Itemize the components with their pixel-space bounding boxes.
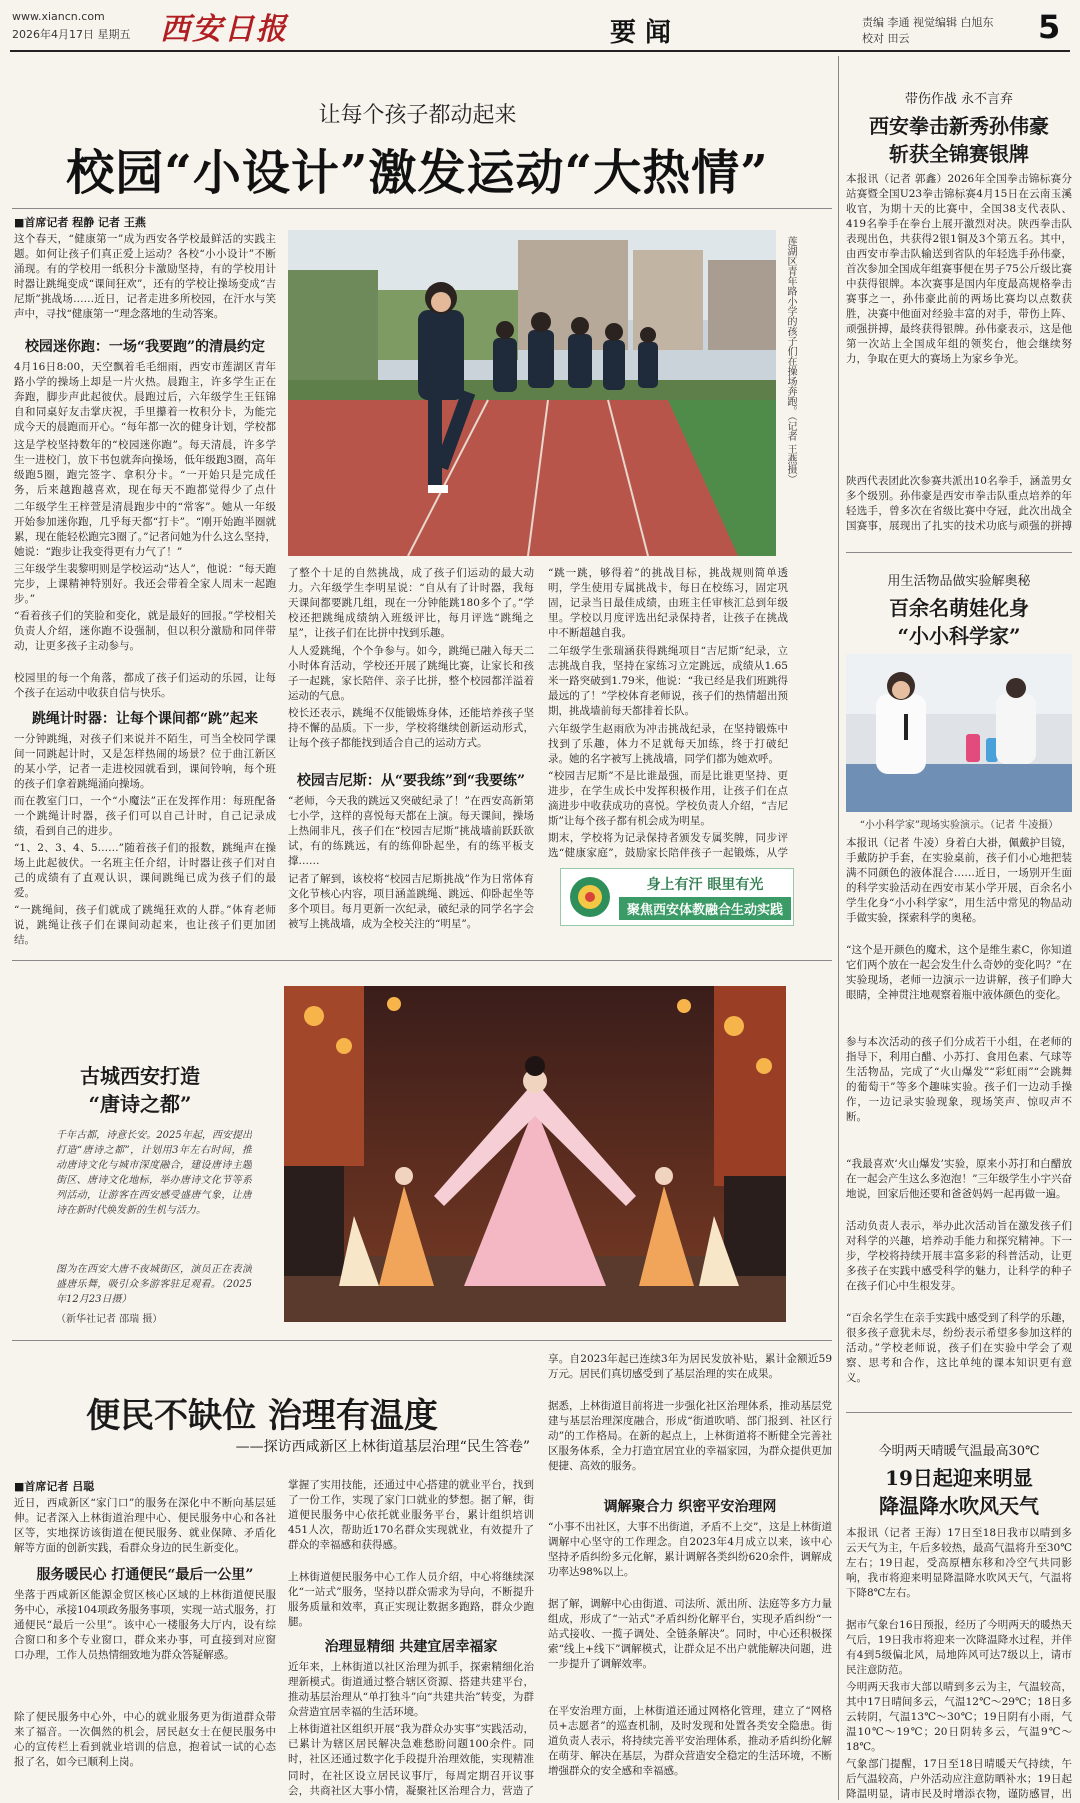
- lead-col2-para-d: “老师，今天我的跳远又突破纪录了！”在西安高新第七小学，这样的喜悦每天都在上演。每天课间，操场上热闹非凡，孩子们在“校园吉尼斯”挑战墙前跃跃欲试，有的练跳远，有的练仰卧起坐，有的练平板支撑……: [288, 795, 534, 867]
- civic-subhead-3: 调解聚合力 织密平安治理网: [603, 1499, 777, 1515]
- weather-title-line-1: 19日起迎来明显: [885, 1466, 1033, 1490]
- newspaper-logo: [160, 4, 288, 48]
- masthead-rule: [10, 50, 1070, 52]
- boxing-body: 本报讯（记者 郭鑫）2026年全国拳击锦标赛分站赛暨全国U23拳击锦标赛4月15日在云南玉溪收官，为期十天的比赛中，全国38支代表队、419名拳手在拳台上展开激烈对决。陕西拳击队表现出色，共获得2银1铜及3个第五名。其中，由西安市拳击队输送到省队的年轻选手孙伟豪，首次参加全国成年组赛事便在男子75公斤级比赛中获得银牌。本次赛事是国内年度最高规格拳击赛事之一，孙伟豪此前的两场比赛均以点数获胜，决赛中他面对经验丰富的对手，带伤上阵、顽强拼搏，最终获得银牌。孙伟豪表示，这是他第一次站上全国成年组的领奖台，他会继续努力，争取在更大的赛场上为家乡争光。: [846, 173, 1072, 365]
- civic-col2-para-c: 近年来，上林街道以社区治理为抓手，探索精细化治理新模式。街道通过整合辖区资源、搭建共建平台，推动基层治理从“单打独斗”向“共建共治”转变，为群众营造宜居幸福的生活环境。: [288, 1661, 534, 1718]
- science-photo: [846, 654, 1072, 812]
- weather-body-4: 气象部门提醒，17日至18日晴暖天气持续，午后气温较高，户外活动应注意防晒补水；19日起降温明显，请市民及时增添衣物，谨防感冒，出: [846, 1758, 1072, 1800]
- lead-col3-para-a: “跳一跳，够得着”的挑战目标，挑战规则简单透明，学生使用专属挑战卡，每日在校练习，固定巩固，记录当日最佳成绩，由班主任审核汇总到年级里。学校以月度评选出纪录保持者，让孩子在挑战中不断超越自我。: [548, 567, 788, 639]
- lead-para-6: 校园里的每一个角落，都成了孩子们运动的乐园，让每个孩子在运动中收获自信与快乐。: [14, 672, 276, 699]
- civic-col2-para-d: 上林街道社区组织开展“我为群众办实事”实践活动，已累计为辖区居民解决急难愁盼问题100余件。同时，社区还通过数字化手段提升治理效能，实现精准: [288, 1723, 534, 1765]
- lead-photo-caption: 莲湖区青年路小学的孩子们在操场奔跑。（记者 王燕摄）: [785, 236, 796, 485]
- tang-top-rule: [12, 960, 832, 961]
- boxing-title-line-2: 斩获全锦赛银牌: [889, 142, 1029, 166]
- science-experiment-illustration: [846, 654, 1072, 812]
- lead-para-7: 一分钟跳绳，对孩子们来说并不陌生，可当全校同学课间一同跳起计时，又是怎样热闹的场景？位于曲江新区的某小学，记者一走进校园就看到，课间铃响，每个班的孩子们拿着跳绳涌向操场。: [14, 733, 276, 790]
- weather-kicker: 今明两天晴暖气温最高30℃: [878, 1444, 1040, 1459]
- science-title-line-2: “小小科学家”: [897, 624, 1021, 648]
- lead-kicker: 让每个孩子都动起来: [318, 103, 517, 128]
- lead-col3-para-b: 二年级学生张瑞涵获得跳绳项目“吉尼斯”纪录，立志挑战自我，坚持在家练习立定跳远，成绩从1.65米一路突破到1.79米，他说：“我已经是我们班跳得最远的了！”学校体育老师说，孩子们的热情超出预期，挑战墙前每天都排着长队。: [548, 645, 788, 717]
- boxing-divider: [846, 552, 1072, 553]
- page-number: 5: [1038, 8, 1061, 46]
- editors-line-2: 校对 田云: [862, 32, 910, 45]
- lead-para-5: “看着孩子们的笑脸和变化，就是最好的回报。”学校相关负责人介绍，迷你跑不设强制，但以积分激励和同伴带动，让更多孩子主动参与。: [14, 610, 276, 652]
- tang-bottom-rule: [12, 1340, 832, 1341]
- lead-para-1: 4月16日8:00，天空飘着毛毛细雨，西安市莲湖区青年路小学的操场上却是一片火热。晨跑主，许多学生正在奔跑，脚步声此起彼伏。晨跑过后，六年级学生王钰锦自和同桌好友击掌庆祝，手里攥着一枚积分卡，为能完成今天的晨跑而开心。“每年都一次的健身计划，学校都: [14, 361, 276, 433]
- lead-col3-para-d: “校园吉尼斯”不是比谁最强，而是比谁更坚持、更进步，在学生成长中发挥积极作用，让孩子们在点滴进步中收获成功的喜悦。学校负责人介绍，“吉尼斯”让每个孩子都有机会成为明星。: [548, 770, 788, 827]
- lead-subhead-3: 校园吉尼斯：从“要我练”到“我要练”: [296, 773, 526, 789]
- science-body-2: “这个是开颜色的魔术，这个是维生素C，你知道它们两个放在一起会发生什么奇妙的变化吗？”在实验现场，老师一边演示一边讲解，孩子们睁大眼睛，全神贯注地观察着瓶中液体颜色的变化。: [846, 944, 1072, 1001]
- science-body-5: 活动负责人表示，举办此次活动旨在激发孩子们对科学的兴趣，培养动手能力和探究精神。下一步，学校将持续开展丰富多彩的科普活动，让更多孩子在实践中感受科学的魅力，让科学的种子在孩子们心中生根发芽。: [846, 1220, 1072, 1292]
- editors-line-1: 责编 李通 视觉编辑 白旭东: [862, 16, 994, 29]
- civic-subhead-2: 治理显精细 共建宜居幸福家: [324, 1639, 498, 1655]
- lead-para-4: 三年级学生裴黎明则是学校运动“达人”，他说：“每天跑完步，上课精神特别好。我还会带着全家人周末一起跑步。”: [14, 563, 276, 605]
- boxing-kicker: 带伤作战 永不言弃: [904, 92, 1014, 107]
- lead-photo-running-students: [288, 230, 776, 556]
- lead-para-3: 二年级学生王梓萱是清晨跑步中的“常客”。她从一年级开始参加迷你跑，几乎每天都“打卡”。“刚开始跑半圈就累，现在能轻松跑完3圈了。”记者问她为什么这么坚持，她说：“跑步让我变得更有力气了！”: [14, 501, 276, 558]
- lead-title-rule: [12, 208, 832, 209]
- science-body-6: “百余名学生在亲手实践中感受到了科学的乐趣，很多孩子意犹未尽，纷纷表示希望多参加这样的活动。”学校老师说，孩子们在实验中学会了观察、思考和合作，这比单纯的课本知识更有意义。: [846, 1312, 1072, 1384]
- science-body: 本报讯（记者 牛凌）身着白大褂，佩戴护目镜，手戴防护手套，在实验桌前，孩子们小心地把装满不同颜色的液体混合……近日，一场别开生面的科学实验活动在西安市某小学开展，百余名小学生化身“小小科学家”，用生活中常见的物品动手做实验，探索科学的奥秘。: [846, 837, 1072, 924]
- lead-para-9: “1、2、3、4、5……”随着孩子们的报数，跳绳声在操场上此起彼伏。一名班主任介绍，计时器让孩子们对自己的成绩有了直观认识，课间跳绳已成为孩子们的最爱。: [14, 842, 276, 899]
- weather-body-2: 据市气象台16日预报，经历了今明两天的暖热天气后，19日我市将迎来一次降温降水过程，并伴有4到5级偏北风，局地阵风可达7级以上，请市民注意防范。: [846, 1619, 1072, 1676]
- lead-col3-para-c: 六年级学生赵雨欣为冲击挑战纪录，在坚持锻炼中找到了乐趣，体力不足就每天加练，终于打破纪录。她的名字被写上挑战墙，同学们都为她欢呼。: [548, 723, 788, 765]
- banner-bottom-text: 聚焦西安体教融合生动实践: [619, 897, 791, 920]
- tang-photo-performance: [284, 986, 786, 1322]
- lead-col2-para-e: 记者了解到，该校将“校园吉尼斯挑战”作为日常体育文化节核心内容，项目涵盖跳绳、跳远、仰卧起坐等多个项目。每月更新一次纪录，破纪录的同学名字会被写上挑战墙，成为全校关注的“明星”。: [288, 873, 534, 930]
- science-title-line-1: 百余名萌娃化身: [889, 596, 1029, 620]
- science-kicker: 用生活物品做实验解奥秘: [887, 574, 1031, 589]
- lead-col2-para-b: 人人爱跳绳，个个争参与。如今，跳绳已融入每天二小时体育活动，学校还开展了跳绳比赛，让家长和孩子一起跳，家长陪伴、亲子比拼，整个校园都洋溢着运动的气息。: [288, 645, 534, 702]
- civic-col3-para-b: 据悉，上林街道目前将进一步强化社区治理体系，推动基层党建与基层治理深度融合，形成“街道吹哨、部门报到、社区行动”的工作格局。在新的起点上，上林街道将不断健全完善社区服务体系，全力打造宜居宜业的幸福家园，为群众提供更加便捷、高效的服务。: [548, 1400, 832, 1472]
- lead-col2-para-c: 校长还表示，跳绳不仅能锻炼身体，还能培养孩子坚持不懈的品质。下一步，学校将继续创新运动形式，让每个孩子都能找到适合自己的运动方式。: [288, 707, 534, 749]
- section-name: 要 闻: [610, 18, 672, 48]
- right-column-divider: [838, 56, 839, 1800]
- civic-para-1: 坐落于西咸新区能源金贸区核心区域的上林街道便民服务中心，承接104项政务服务事项，实现一站式服务，打通便民“最后一公里”。该中心一楼服务大厅内，设有综合窗口和多个专业窗口，群众来办事，可直接到对应窗口办理，工作人员热情细致地为群众答疑解惑。: [14, 1589, 276, 1661]
- lead-subhead-1: 校园迷你跑：一场“我要跑”的清晨约定: [24, 339, 266, 355]
- lead-byline: ■首席记者 程静 记者 王燕: [14, 216, 146, 229]
- lead-col3-para-e: 期末，学校将为记录保持者颁发专属奖牌，同步评选“健康家庭”，鼓励家长陪伴孩子一起锻炼，从学: [548, 832, 788, 859]
- logo-text: 西安日报: [160, 12, 288, 47]
- civic-col2-para-e: 同时，在社区设立居民议事厅，每周定期召开议事会，共商社区大事小情，凝聚社区治理合力，营造了: [288, 1770, 534, 1797]
- tang-title-line-1: 古城西安打造: [80, 1064, 200, 1088]
- banner-top-text: 身上有汗 眼里有光: [646, 877, 764, 893]
- lead-para-10: “一跳绳间，孩子们就成了跳绳狂欢的人群。”体育老师说，跳绳让孩子们在课间动起来，也让孩子们更加团结。: [14, 904, 276, 946]
- lead-subhead-2: 跳绳计时器：让每个课间都“跳”起来: [31, 711, 259, 727]
- civic-title: 便民不缺位 治理有温度: [86, 1396, 438, 1436]
- civic-byline: ■首席记者 吕聪: [14, 1480, 95, 1493]
- civic-para-2: 除了便民服务中心外，中心的就业服务更为街道群众带来了福音。一次偶然的机会，居民赵女士在便民服务中心的宣传栏上看到就业培训的信息，抱着试一试的心态报了名，如今已顺利上岗。: [14, 1711, 276, 1768]
- civic-subtitle: ——探访西咸新区上林街道基层治理“民生答卷”: [235, 1439, 530, 1455]
- sports-ball-icon: [565, 872, 615, 922]
- tang-title-line-2: “唐诗之都”: [88, 1092, 192, 1116]
- lead-intro: 这个春天，“健康第一”成为西安各学校最鲜活的实践主题。如何让孩子们真正爱上运动？各校“小小设计”不断涌现。有的学校用一纸积分卡激励坚持，有的学校用计时器让跳绳变成“课间狂欢”，还有的学校让操场变成“吉尼斯”挑战场……近日，记者走进多所校园，在汗水与笑声中，寻找“健康第一”理念落地的生动答案。: [14, 233, 276, 320]
- lead-para-2: 这是学校坚持数年的“校园迷你跑”。每天清晨，许多学生一进校门，放下书包就奔向操场，低年级跑3圈，高年级跑5圈，跑完签字、拿积分卡。“一开始只是完成任务，后来越跑越喜欢，现在每天不跑都觉得少了点什: [14, 439, 276, 496]
- civic-col3-para-c: “小事不出社区，大事不出街道，矛盾不上交”，这是上林街道调解中心坚守的工作理念。自2023年4月成立以来，该中心坚持矛盾纠纷多元化解，累计调解各类纠纷620余件，调解成功率达98%以上。: [548, 1521, 832, 1578]
- running-students-illustration: [288, 230, 776, 556]
- science-divider: [846, 1412, 1072, 1413]
- civic-intro: 近日，西咸新区“家门口”的服务在深化中不断向基层延伸。记者深入上林街道治理中心、便民服务中心和各社区等，实地探访该街道在便民服务、就业保障、矛盾化解等方面的创新实践，看群众身边的民生新变化。: [14, 1497, 276, 1554]
- science-body-3: 参与本次活动的孩子们分成若干小组，在老师的指导下，利用白醋、小苏打、食用色素、气球等生活物品，完成了“火山爆发”“彩虹雨”“会跳舞的葡萄干”等多个趣味实验。孩子们一边动手操作，一边记录实验现象，现场笑声、惊叹声不断。: [846, 1036, 1072, 1123]
- civic-col2-para-b: 上林街道便民服务中心工作人员介绍，中心将继续深化“一站式”服务，坚持以群众需求为导向，不断提升服务质量和效率，真正实现让数据多跑路，群众少跑腿。: [288, 1571, 534, 1628]
- tang-body: 千年古都，诗意长安。2025年起，西安提出打造“唐诗之都”，计划用3年左右时间，推动唐诗文化与城市深度融合，建设唐诗主题街区、唐诗文化地标，举办唐诗文化节等系列活动，让游客在西安感受盛唐气象，让唐诗在新时代焕发新的生机与活力。: [56, 1130, 252, 1216]
- tang-body-2: 图为在西安大唐不夜城街区，演员正在表演盛唐乐舞，吸引众多游客驻足观看。（2025年12月23日摄）: [56, 1264, 252, 1305]
- civic-col3-para-d: 据了解，调解中心由街道、司法所、派出所、法庭等多方力量组成，形成了“一站式”矛盾纠纷化解平台，实现矛盾纠纷“一站式接收、一揽子调处、全链条解决”。同时，中心还积极探索“线上+线下”调解模式，让群众足不出户就能解决问题，进一步提升了调解效率。: [548, 1598, 832, 1670]
- science-photo-caption: “小小科学家”现场实验演示。（记者 牛凌摄）: [859, 820, 1059, 831]
- boxing-title-line-1: 西安拳击新秀孙伟豪: [869, 114, 1049, 138]
- boxing-body-2: 陕西代表团此次参赛共派出10名拳手，涵盖男女多个级别。孙伟豪是西安市拳击队重点培养的年轻选手，曾多次在省级比赛中夺冠，此次出战全国赛事，展现出了扎实的技术功底与顽强的拼搏: [846, 475, 1072, 532]
- weather-title-line-2: 降温降水吹风天气: [879, 1494, 1039, 1518]
- civic-col3-para-a: 享。自2023年起已连续3年为居民发放补贴，累计金额近59万元。居民们真切感受到了基层治理的实在成果。: [548, 1353, 832, 1380]
- civic-col2-para-a: 掌握了实用技能，还通过中心搭建的就业平台，找到了一份工作，实现了家门口就业的梦想。据了解，街道便民服务中心依托就业服务平台，累计组织培训451人次，帮助近170名群众实现就业，有效提升了群众的幸福感和获得感。: [288, 1479, 534, 1551]
- issue-date: 2026年4月17日 星期五: [12, 28, 131, 41]
- weather-body-3: 今明两天我市大部以晴到多云为主，气温较高，其中17日晴间多云，气温12℃～29℃；18日多云转阴，气温13℃～30℃；19日阴有小雨，气温10℃～19℃；20日阴转多云，气温9℃～18℃。: [846, 1681, 1072, 1753]
- lead-title: 校园“小设计”激发运动“大热情”: [66, 145, 769, 201]
- civic-col3-para-e: 在平安治理方面，上林街道还通过网格化管理，建立了“网格员+志愿者”的巡查机制，及时发现和处置各类安全隐患。街道负责人表示，将持续完善平安治理体系，推动矛盾纠纷化解在萌芽、解决在基层，为群众营造安全稳定的生活环境，不断增强群众的安全感和幸福感。: [548, 1705, 832, 1777]
- sports-education-banner: [560, 868, 794, 926]
- website-url: www.xiancn.com: [12, 10, 105, 23]
- tang-photo-credit: （新华社记者 邵瑞 摄）: [56, 1314, 163, 1325]
- civic-subhead-1: 服务暖民心 打通便民“最后一公里”: [36, 1567, 254, 1583]
- tang-dance-illustration: [284, 986, 786, 1322]
- weather-body: 本报讯（记者 王海）17日至18日我市以晴到多云天气为主，午后多较热，最高气温将升至30℃左右；19日起，受高原槽东移和冷空气共同影响，我市将迎来明显降温降水吹风天气，气温将下降8℃左右。: [846, 1527, 1072, 1599]
- science-body-4: “我最喜欢‘火山爆发’实验，原来小苏打和白醋放在一起会产生这么多泡泡！”三年级学生小宇兴奋地说，回家后他还要和爸爸妈妈一起再做一遍。: [846, 1158, 1072, 1200]
- lead-col2-para-a: 了整个十足的自然挑战，成了孩子们运动的最大动力。六年级学生李明星说：“自从有了计时器，我每天课间都要跳几组，现在一分钟能跳180多个了。”学校还把跳绳成绩纳入班级评比，每月评选“跳绳之星”，让孩子们在比拼中找到乐趣。: [288, 567, 534, 639]
- lead-para-8: 而在教室门口，一个“小魔法”正在发挥作用：每班配备一个跳绳计时器，孩子们可以自己计时，自己记录成绩，看到自己的进步。: [14, 795, 276, 837]
